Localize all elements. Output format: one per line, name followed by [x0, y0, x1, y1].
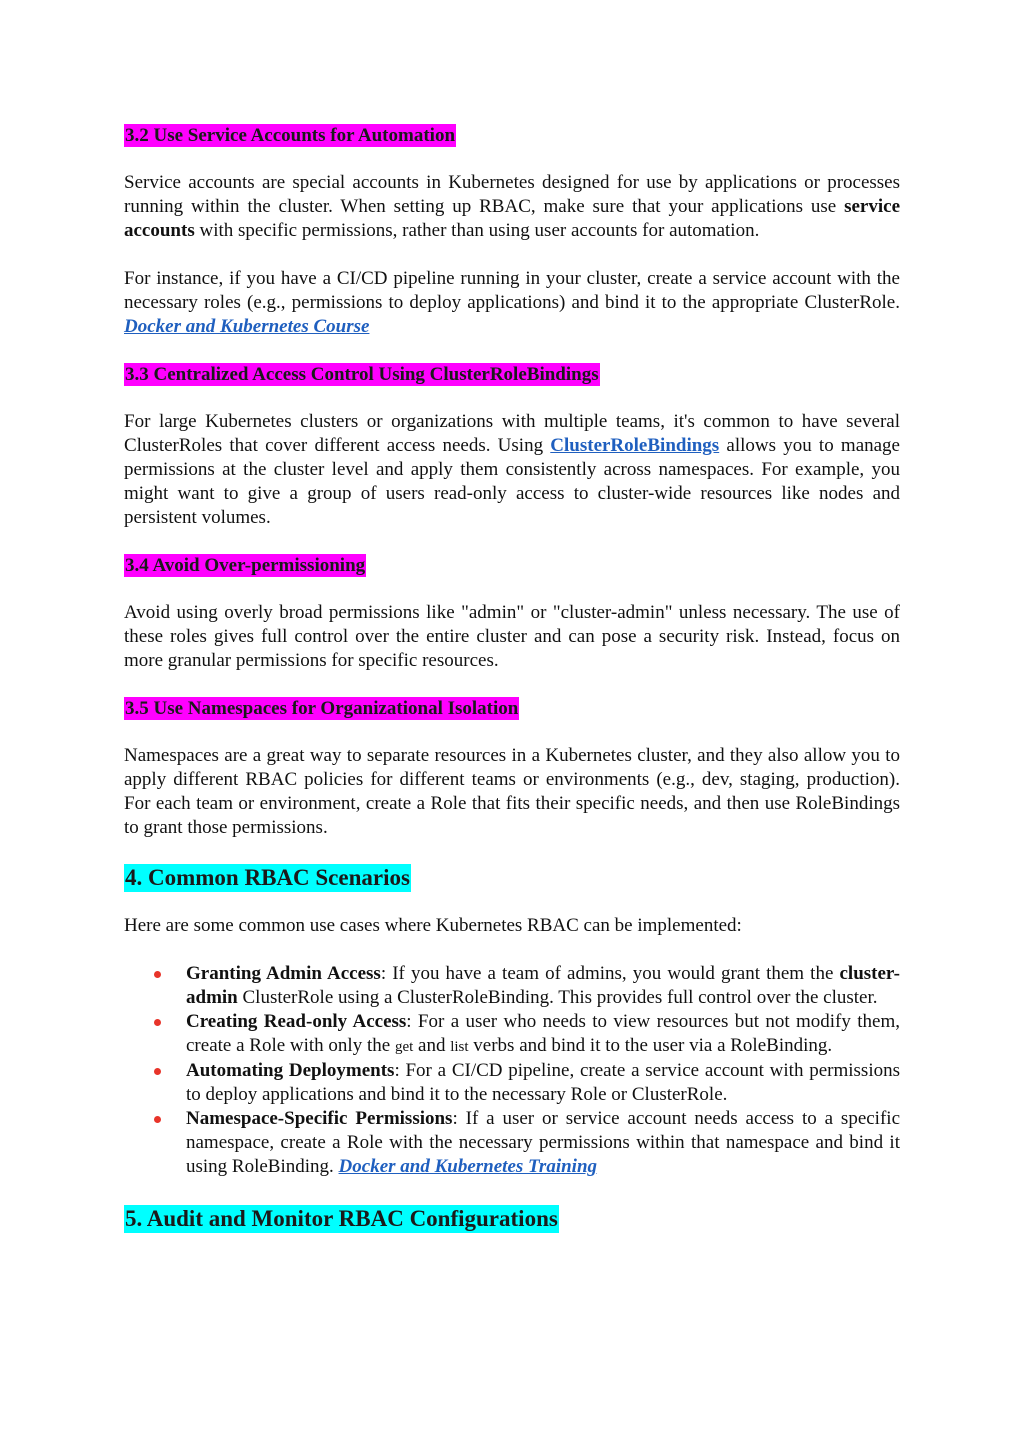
paragraph: Here are some common use cases where Kubernetes RBAC can be implemented: — [124, 915, 742, 936]
item-title: Namespace-Specific Permissions — [186, 1108, 453, 1129]
list-item — [124, 1059, 900, 1107]
item-text: : If a user or service account needs access to a specific namespace, create a Role with the necessary permissions within that namespace and bind it using RoleBinding. — [186, 1108, 901, 1177]
docker-kubernetes-training-link[interactable]: Docker and Kubernetes Training — [338, 1156, 598, 1177]
document-page — [124, 124, 900, 1233]
paragraph-text: For instance, if you have a CI/CD pipeline running in your cluster, create a service account with the necessary roles (e.g., permissions to deploy applications) and bind it to the appropriate ClusterRole. — [124, 268, 900, 313]
item-title: Automating Deployments — [186, 1060, 395, 1081]
section-heading-3-3: 3.3 Centralized Access Control Using ClusterRoleBindings — [125, 364, 599, 385]
list-item — [124, 1010, 900, 1059]
item-text: : If you have a team of admins, you would grant them the — [380, 963, 840, 984]
item-title: Granting Admin Access — [186, 963, 381, 984]
paragraph — [124, 171, 900, 243]
docker-kubernetes-course-link[interactable]: Docker and Kubernetes Course — [124, 316, 370, 337]
item-text: : For a user who needs to view resources but not modify them, create a Role with only the — [186, 1011, 900, 1056]
scenario-list — [124, 962, 900, 1179]
paragraph-text: For large Kubernetes clusters or organizations with multiple teams, it's common to have several ClusterRoles that cover different access needs. Using — [124, 411, 900, 456]
list-item — [124, 1107, 900, 1179]
code-term: list — [450, 1039, 469, 1055]
bullet-icon — [154, 971, 161, 978]
list-item — [124, 962, 900, 1010]
item-text: : For a CI/CD pipeline, create a service account with permissions to deploy applications and bind it to the necessary Role or ClusterRole. — [186, 1060, 900, 1105]
item-text: and — [413, 1035, 451, 1056]
paragraph: Namespaces are a great way to separate resources in a Kubernetes cluster, and they also allow you to apply different RBAC policies for different teams or environments (e.g., dev, staging, production). For each team or environment, create a Role that fits their specific needs, and then use RoleBindings to grant those permissions. — [124, 745, 900, 838]
clusterrolebindings-link[interactable]: ClusterRoleBindings — [550, 435, 720, 456]
bold-term: service accounts — [124, 196, 900, 241]
section-heading-4: 4. Common RBAC Scenarios — [125, 865, 410, 890]
section-heading-3-4: 3.4 Avoid Over-permissioning — [125, 555, 366, 576]
paragraph-text: allows you to manage permissions at the cluster level and apply them consistently across namespaces. For example, you might want to give a group of users read-only access to cluster-wide resources like nodes and persistent volumes. — [124, 435, 900, 528]
paragraph: Avoid using overly broad permissions like "admin" or "cluster-admin" unless necessary. The use of these roles gives full control over the entire cluster and can pose a security risk. Instead, focus on more granular permissions for specific resources. — [124, 602, 900, 671]
bold-term: cluster-admin — [186, 963, 900, 1008]
bullet-icon — [154, 1068, 161, 1075]
paragraph-text: with specific permissions, rather than using user accounts for automation. — [194, 220, 760, 241]
paragraph-text: Service accounts are special accounts in Kubernetes designed for use by applications or processes running within the cluster. When setting up RBAC, make sure that your applications use — [124, 172, 900, 217]
paragraph — [124, 410, 900, 530]
item-text: verbs and bind it to the user via a RoleBinding. — [468, 1035, 833, 1056]
code-term: get — [394, 1039, 414, 1055]
bullet-icon — [154, 1116, 161, 1123]
item-text: ClusterRole using a ClusterRoleBinding. This provides full control over the cluster. — [237, 987, 878, 1008]
paragraph — [124, 267, 900, 339]
section-heading-3-5: 3.5 Use Namespaces for Organizational Isolation — [125, 698, 519, 719]
section-heading-5: 5. Audit and Monitor RBAC Configurations — [125, 1206, 558, 1231]
section-heading-3-2: 3.2 Use Service Accounts for Automation — [125, 125, 456, 146]
bullet-icon — [154, 1019, 161, 1026]
item-title: Creating Read-only Access — [186, 1011, 407, 1032]
